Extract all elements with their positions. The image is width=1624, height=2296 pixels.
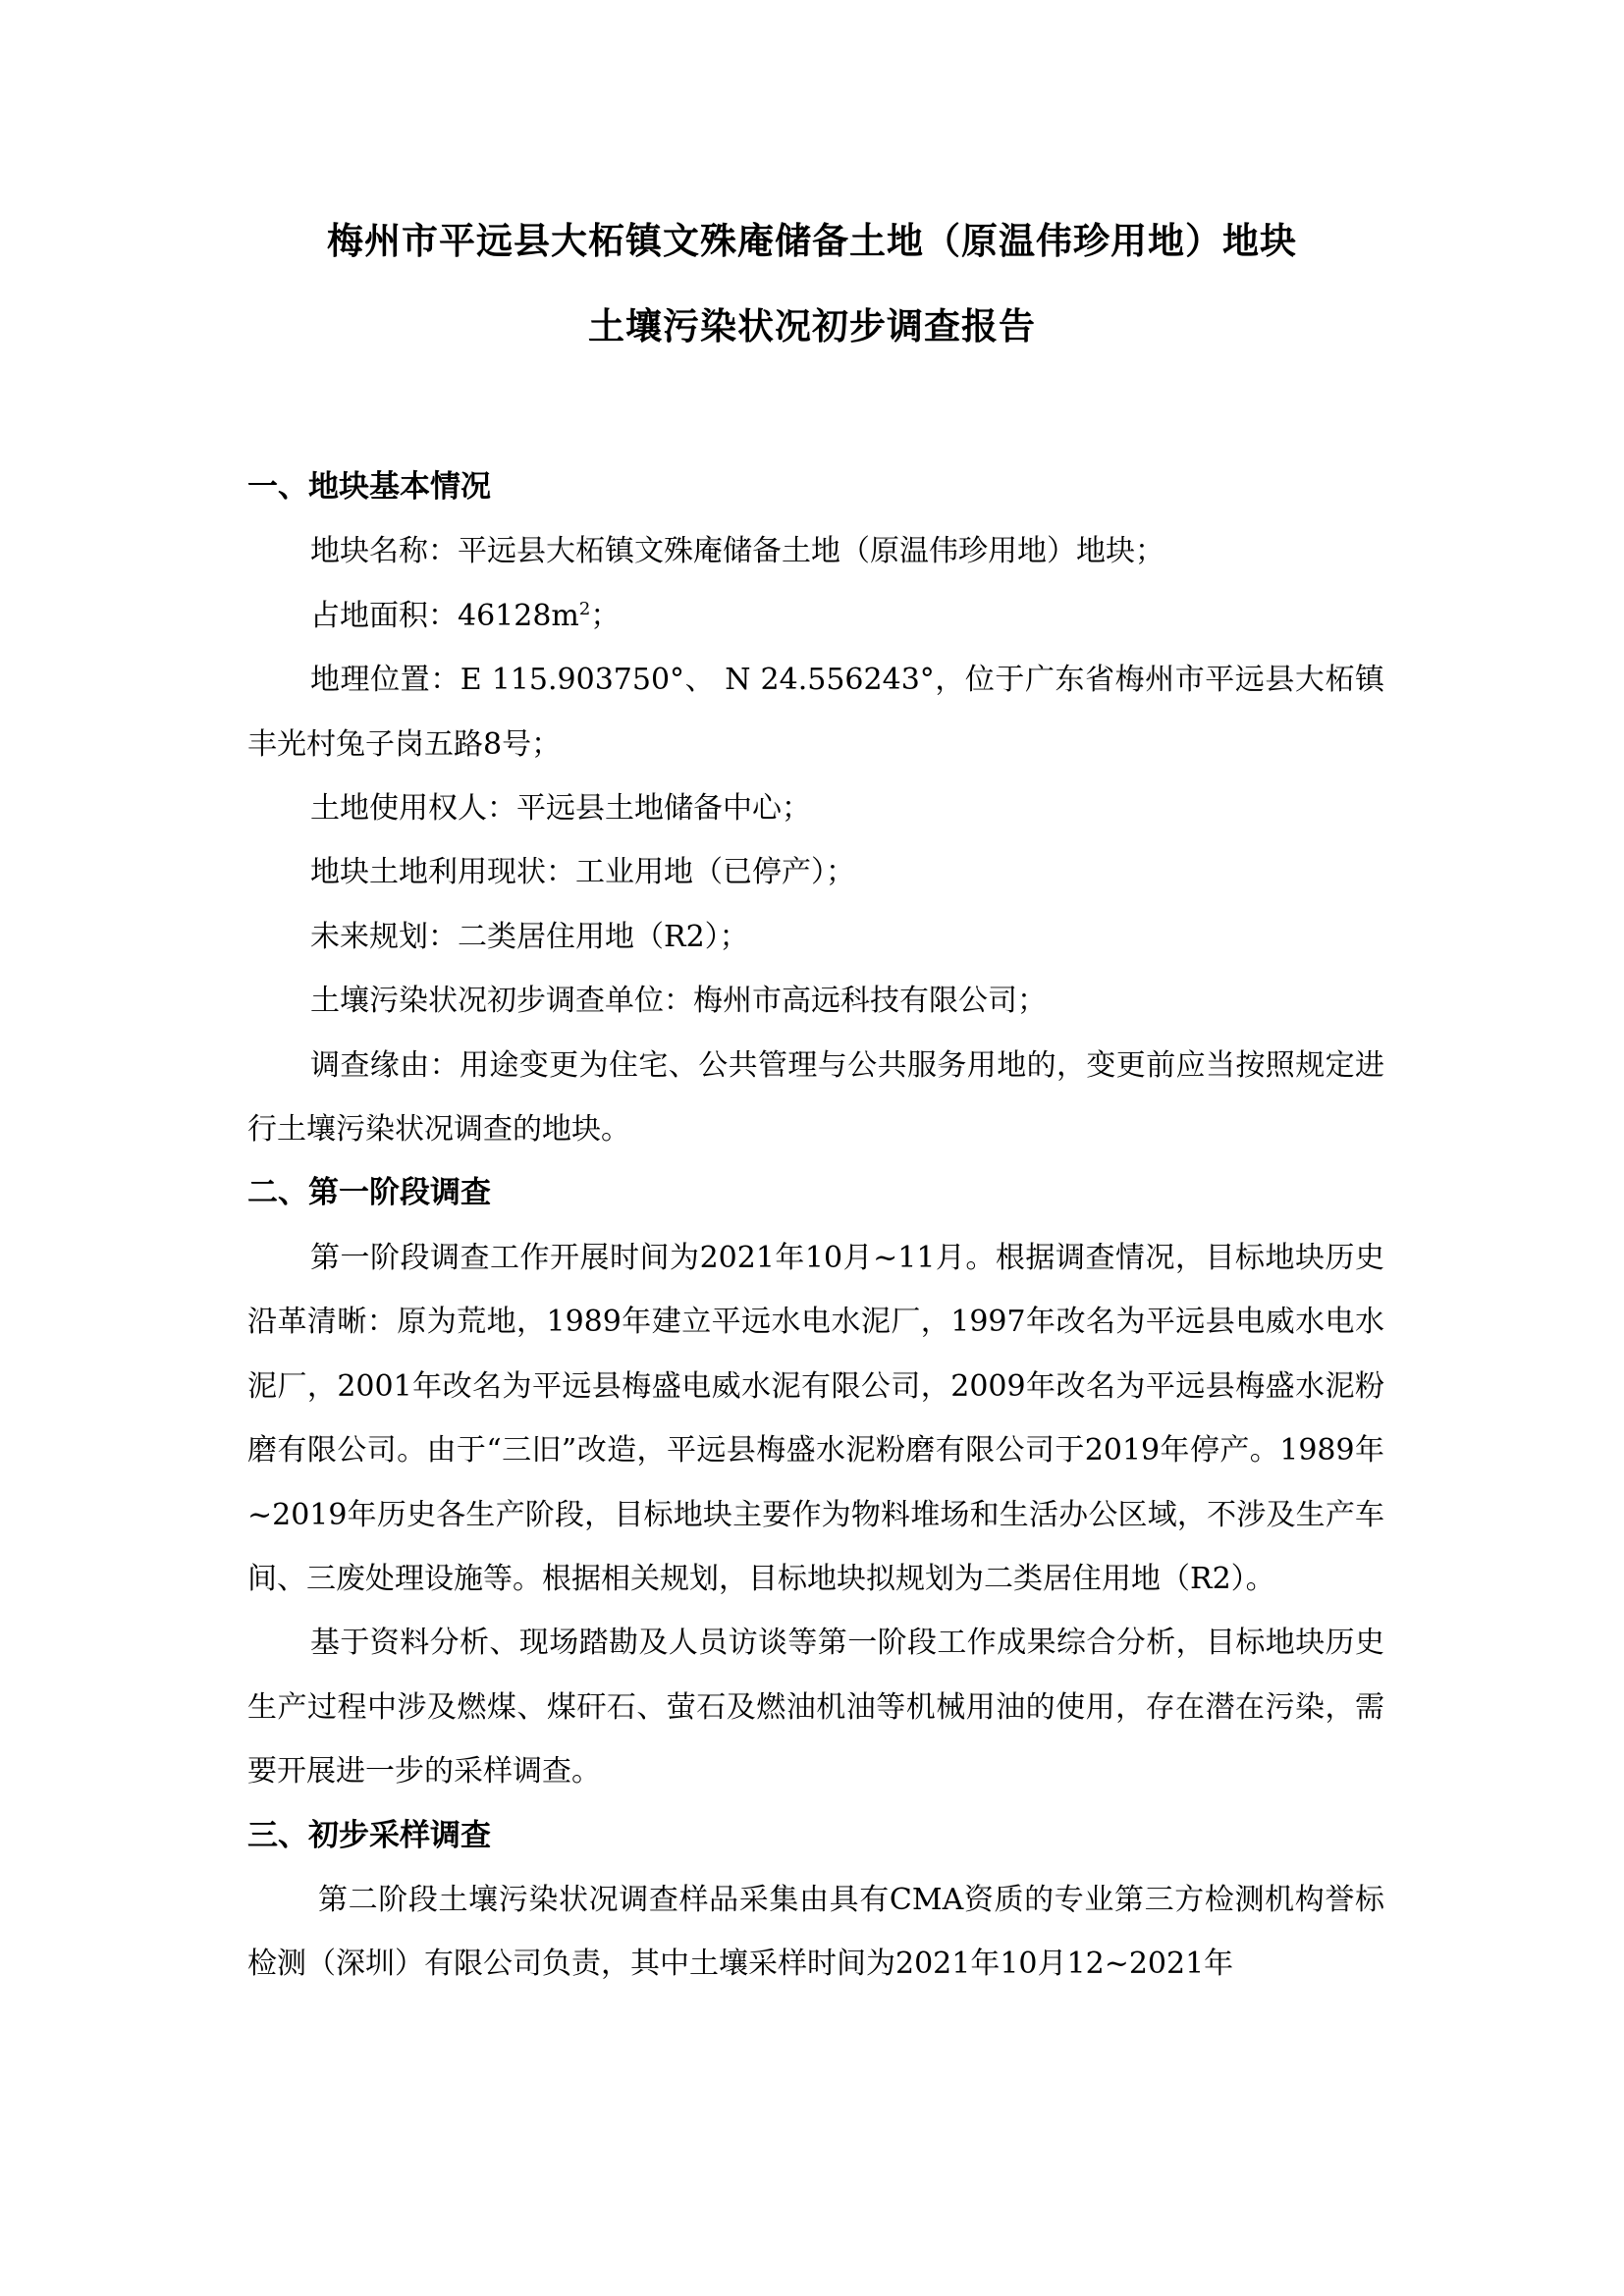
site-area	[247, 584, 1384, 648]
site-name: 地块名称：平远县大柘镇文殊庵储备土地（原温伟珍用地）地块；	[310, 534, 1164, 569]
land-use-right-holder: 土地使用权人：平远县土地储备中心；	[310, 791, 811, 827]
investigation-unit: 土壤污染状况初步调查单位：梅州市高远科技有限公司；	[310, 984, 1047, 1019]
report-title-line-2: 土壤污染状况初步调查报告	[588, 305, 1036, 347]
section-2-heading: 二、第一阶段调查	[247, 1175, 491, 1211]
report-title-line-1: 梅州市平远县大柘镇文殊庵储备土地（原温伟珍用地）地块	[327, 220, 1297, 262]
site-area-text: 占地面积：46128m	[310, 598, 579, 633]
section-3-heading: 三、初步采样调查	[247, 1817, 491, 1853]
investigation-reason: 调查缘由：用途变更为住宅、公共管理与公共服务用地的，变更前应当按照规定进行土壤污染状况调查的地块。	[247, 1047, 1384, 1148]
phase-1-history-paragraph: 第一阶段调查工作开展时间为2021年10月~11月。根据调查情况，目标地块历史沿革清晰：原为荒地，1989年建立平远水电水泥厂，1997年改名为平远县电威水电水泥厂，2001年改名为平远县梅盛电威水泥有限公司，2009年改名为平远县梅盛水泥粉磨有限公司。由于“三旧”改造，平远县梅盛水泥粉磨有限公司于2019年停产。1989年~2019年历史各生产阶段，目标地块主要作为物料堆场和生活办公区域，不涉及生产车间、三废处理设施等。根据相关规划，目标地块拟规划为二类居住用地（R2）。	[247, 1240, 1384, 1596]
phase-1-conclusion-paragraph: 基于资料分析、现场踏勘及人员访谈等第一阶段工作成果综合分析，目标地块历史生产过程中涉及燃煤、煤矸石、萤石及燃油机油等机械用油的使用，存在潜在污染，需要开展进一步的采样调查。	[247, 1626, 1384, 1789]
section-1-heading: 一、地块基本情况	[247, 469, 491, 505]
sampling-paragraph: 第二阶段土壤污染状况调查样品采集由具有CMA资质的专业第三方检测机构誉标检测（深圳）有限公司负责，其中土壤采样时间为2021年10月12~2021年	[247, 1882, 1384, 1982]
future-plan: 未来规划：二类居住用地（R2）；	[310, 919, 749, 954]
site-area-end: ；	[590, 598, 621, 633]
site-area-unit-exponent: 2	[578, 598, 591, 619]
report-body	[247, 455, 1384, 1997]
site-location: 地理位置：E 115.903750°、 N 24.556243°，位于广东省梅州市平远县大柘镇丰光村兔子岗五路8号；	[247, 663, 1384, 762]
current-land-use: 地块土地利用现状：工业用地（已停产）；	[310, 855, 855, 890]
